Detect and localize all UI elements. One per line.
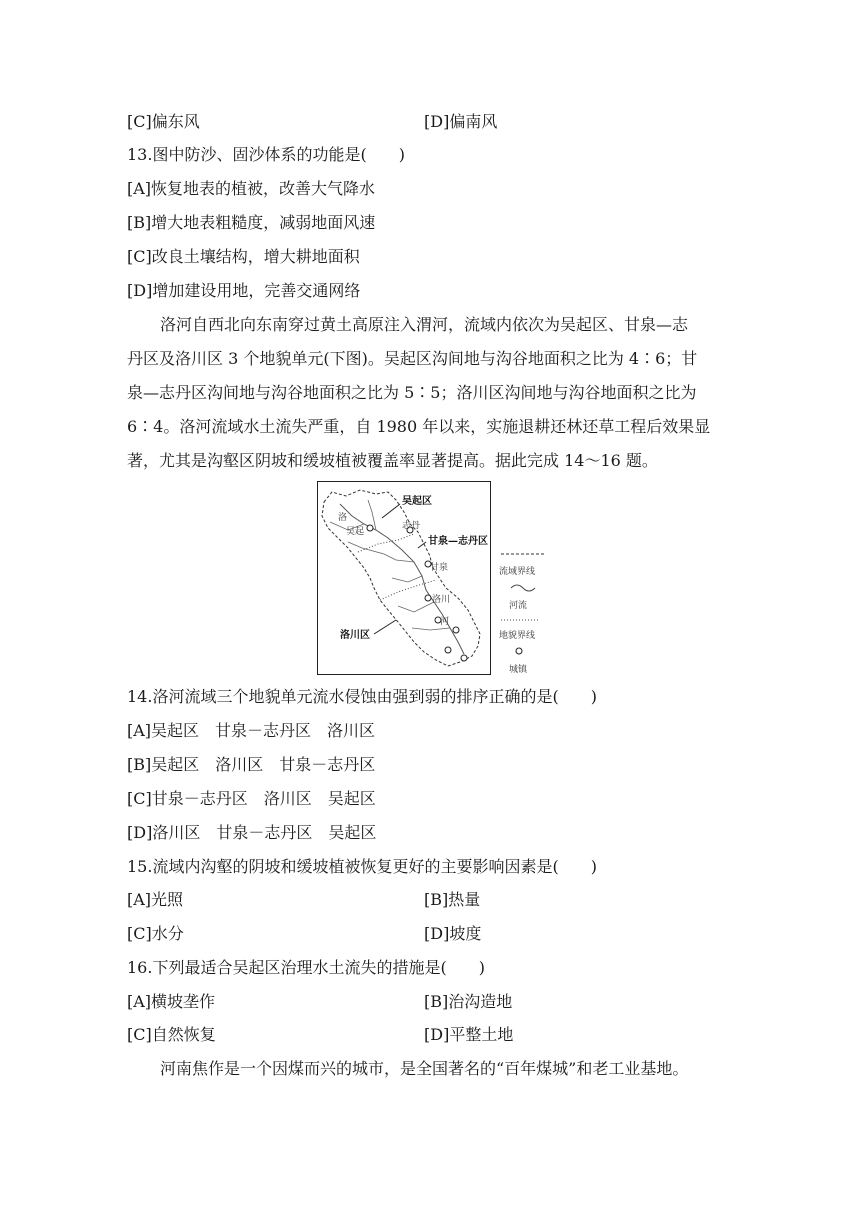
label-ganquan-town: 甘泉 [430,563,449,573]
q15-stem: 15.流域内沟壑的阴坡和缓坡植被恢复更好的主要影响因素是( ) [127,857,597,876]
legend-svg [497,546,557,676]
tributary-7 [348,542,384,554]
label-luo: 洛 [338,513,348,523]
town-7 [445,647,451,653]
q16-option-b: [B]治沟造地 [424,992,513,1011]
tributary-4 [392,576,422,582]
luohe-basin-map [317,481,491,675]
passage2-line1: 河南焦作是一个因煤而兴的城市，是全国著名的“百年煤城”和老工业基地。 [160,1059,689,1078]
legend-town-label: 城镇 [509,665,528,675]
q16-option-c: [C]自然恢复 [127,1025,216,1044]
town-wuqi [367,525,373,531]
label-he: 河 [440,617,450,627]
q13-option-a: [A]恢复地表的植被，改善大气降水 [127,179,376,198]
label-zhidan-town: 志丹 [402,521,421,531]
town-8 [461,655,467,661]
q16-stem: 16.下列最适合吴起区治理水土流失的措施是( ) [127,958,485,977]
tributary-5 [398,602,434,612]
q14-stem: 14.洛河流域三个地貌单元流水侵蚀由强到弱的排序正确的是( ) [127,687,597,706]
q12-option-d: [D]偏南风 [424,112,498,131]
map-legend [497,546,557,676]
leader-wuqi-region [382,504,400,518]
legend-river-label: 河流 [509,601,528,611]
q15-option-d: [D]坡度 [424,924,482,943]
q15-option-a: [A]光照 [127,890,184,909]
label-luochuan-town: 洛川 [432,595,451,605]
q15-option-c: [C]水分 [127,924,184,943]
q12-option-c: [C]偏东风 [127,112,200,131]
legend-town-symbol [516,648,522,654]
label-wuqi-region: 吴起区 [402,496,432,507]
passage1-line4: 6∶4。洛河流域水土流失严重，自 1980 年以来，实施退耕还林还草工程后效果显 [127,417,711,436]
q13-option-c: [C]改良土壤结构，增大耕地面积 [127,247,360,266]
town-luochuan [425,595,431,601]
town-6 [453,627,459,633]
label-luochuan-region: 洛川区 [340,630,370,641]
tributary-6 [412,628,450,630]
legend-river-symbol [511,585,535,591]
passage1-line5: 著，尤其是沟壑区阴坡和缓坡植被覆盖率显著提高。据此完成 14～16 题。 [127,451,658,470]
q14-option-b: [B]吴起区 洛川区 甘泉－志丹区 [127,755,376,774]
q13-stem: 13.图中防沙、固沙体系的功能是( ) [127,145,405,164]
label-wuqi-town: 吴起 [346,527,365,537]
q14-option-c: [C]甘泉－志丹区 洛川区 吴起区 [127,789,376,808]
q13-option-b: [B]增大地表粗糙度，减弱地面风速 [127,213,376,232]
label-ganquan-region: 甘泉—志丹区 [428,536,488,547]
passage1-line2: 丹区及洛川区 3 个地貌单元(下图)。吴起区沟间地与沟谷地面积之比为 4∶6；甘 [127,349,698,368]
leader-luochuan-region [374,620,396,634]
q16-option-d: [D]平整土地 [424,1025,514,1044]
q16-option-a: [A]横坡垄作 [127,992,216,1011]
q14-option-a: [A]吴起区 甘泉－志丹区 洛川区 [127,721,376,740]
q14-option-d: [D]洛川区 甘泉－志丹区 吴起区 [127,823,377,842]
q13-option-d: [D]增加建设用地，完善交通网络 [127,281,361,300]
q15-option-b: [B]热量 [424,890,481,909]
map-svg [318,482,489,673]
passage1-line3: 泉—志丹区沟间地与沟谷地面积之比为 5∶5；洛川区沟间地与沟谷地面积之比为 [127,383,697,402]
passage1-line1: 洛河自西北向东南穿过黄土高原注入渭河，流域内依次为吴起区、甘泉—志 [160,315,689,334]
legend-landform-label: 地貌界线 [499,631,536,641]
legend-boundary-label: 流域界线 [499,567,536,577]
